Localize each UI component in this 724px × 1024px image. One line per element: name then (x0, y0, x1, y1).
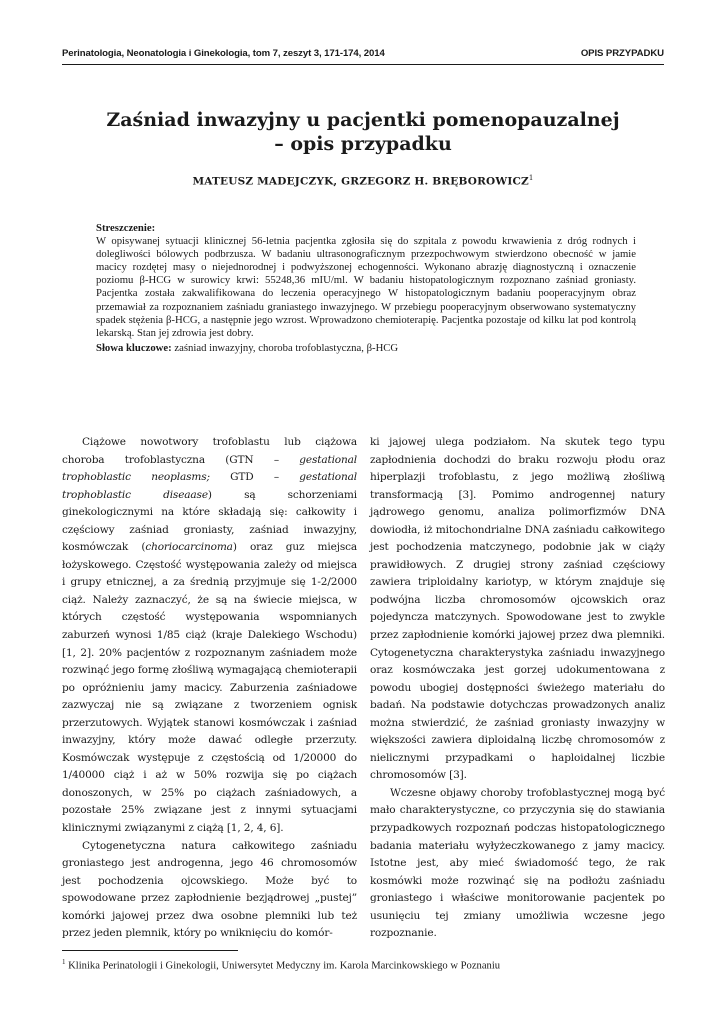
italic-term: gestational trophoblastic diseaase (62, 471, 357, 501)
body-paragraph-2-continued (370, 434, 665, 785)
author-names: MATEUSZ MADEJCZYK, GRZEGORZ H. BRĘBOROWICZ (192, 175, 529, 188)
abstract (96, 222, 636, 355)
running-header (62, 48, 664, 65)
abstract-heading: Streszczenie: (96, 222, 156, 234)
body-paragraph-3: Wczesne objawy choroby trofoblastycznej mogą być mało charakterystyczne, co przyczynia się do stawiania przypadkowych rozpoznań podczas histopatologicznego badania materiału wyłyżeczkowanego z jamy macicy. Istotne jest, aby mieć świadomość tego, że rak kosmówki może rozwinąć się na podłożu zaśniadu groniastego i właściwe monitorowanie pacjentek po usunięciu tej zmiany umożliwia wczesne jego rozpoznanie. (370, 786, 665, 940)
keywords-text: zaśniad inwazyjny, choroba trofoblastyczna, β-HCG (171, 341, 399, 354)
body-column-right (370, 434, 665, 943)
abstract-text: W opisywanej sytuacji klinicznej 56-letnia pacjentka zgłosiła się do szpitala z powodu krwawienia z dróg rodnych i dolegliwości bólowych podbrzusza. W badaniu ultrasonograficznym przezpochwowym stwierdzono obecność w jamie macicy rozdętej masy o niejednorodnej i podwyższonej echogenności. Wykonano abrazję diagnostyczną i oznaczenie poziomu β-HCG w surowicy krwi: 55248,36 mIU/ml. W badaniu histopatologicznym rozpoznano zaśniad groniasty. Pacjentka została zakwalifikowana do leczenia operacyjnego W histopatologicznym badaniu pooperacyjnym obraz przemawiał za rozpoznaniem zaśniadu graniastego inwazyjnego. W przebiegu pooperacyjnym obserwowano systematyczny spadek stężenia β-HCG, a następnie jego wzrost. Wprowadzono chemioterapię. Pacjentka pozostaje od kilku lat pod kontrolą lekarską. Stan jej zdrowia jest dobry. (96, 235, 636, 339)
body-column-left (62, 434, 357, 943)
footnote-divider (62, 950, 238, 951)
authors (62, 174, 664, 188)
article-title (62, 108, 664, 156)
text-run: ) są schorzeniami ginekologicznymi na które składają się: całkowity i częściowy zaśniad groniasty, zaśniad inwazyjny, kosmówczak ( (62, 488, 357, 554)
footnote (62, 958, 664, 972)
keywords (96, 342, 636, 355)
body-paragraph-2-start (62, 838, 357, 943)
footnote-text: Klinika Perinatologii i Ginekologii, Uniwersytet Medyczny im. Karola Marcinkowskiego w Poznaniu (65, 960, 501, 972)
text-run: ) oraz guz miejsca łożyskowego. Częstość występowania zależy od miejsca i grupy etnicznej, a za średnią przyjmuje się 1-2/2000 ciąż. Należy zaznaczyć, że są na świecie miejsca, w których częstość występowania wspomnianych zaburzeń wynosi 1/85 ciąż (kraje Dalekiego Wschodu) [1, 2]. 20% pacjentów z rozpoznanym zaśniadem może rozwinąć jego formę złośliwą wymagającą chemioterapii po opróżnieniu jamy macicy. Zaburzenia zaśniadowe zazwyczaj nie są związane z tworzeniem ognisk przerzutowych. Wyjątek stanowi kosmówczak i zaśniad inwazyjny, który może dawać odległe przerzuty. Kosmówczak występuje z częstością od 1/20000 do 1/40000 ciąż i aż w 50% rozwija się po ciążach donoszonych, w 25% po ciążach zaśniadowych, a pozostałe 25% związane jest z innymi sytuacjami klinicznymi związanymi z ciążą [1, 2, 4, 6]. (62, 541, 358, 835)
journal-citation: Perinatologia, Neonatologia i Ginekologia, tom 7, zeszyt 3, 171-174, 2014 (62, 48, 385, 59)
body-paragraph-1 (62, 434, 357, 838)
section-label: OPIS PRZYPADKU (580, 48, 664, 59)
footnote-mark: 1 (62, 958, 66, 966)
text-run: GTD – (209, 471, 300, 484)
text-run: Cytogenetyczna natura całkowitego zaśniadu groniastego jest androgenna, jego 46 chromosomów jest pochodzenia ojcowskiego. Może być to spowodowane przez zapłodnienie bezjądrowej „pustej” komórki jajowej przez dwa osobne plemniki lub też przez jeden plemnik, który po wniknięciu do komór- (62, 839, 357, 940)
keywords-label: Słowa kluczowe: (96, 341, 172, 354)
text-run: ki jajowej ulega podziałom. Na skutek tego typu zapłodnienia dochodzi do braku rozwoju płodu oraz hiperplazji trofoblastu, z jego możliwą złośliwą transformacją [3]. Pomimo androgennej natury jądrowego genomu, analiza polimorfizmów DNA dowiodła, iż mitochondrialne DNA zaśniadu całkowitego jest pochodzenia matczynego, podobnie jak w ciąży prawidłowych. Z drugiej strony zaśniad częściowy zawiera triploidalny kariotyp, w którym znajduje się podwójna liczba chromosomów ojcowskich oraz pojedyncza matczynych. Spowodowane jest to zwykle przez zapłodnienie komórki jajowej przez dwa plemniki. Cytogenetyczna charakterystyka zaśniadu inwazyjnego oraz kosmówczaka jest gorzej udokumentowana z powodu ubogiej dostępności świeżego materiału do badań. Na podstawie dotychczas prowadzonych analiz można stwierdzić, że zaśniad groniasty inwazyjny w większości zawiera diploidalną liczbę chromosomów z nielicznymi przypadkami o haploidalnej liczbie chromosomów [3]. (370, 436, 665, 782)
affiliation-mark: 1 (528, 174, 534, 182)
italic-term: choriocarcinoma (145, 541, 233, 554)
text-run: Ciążowe nowotwory trofoblastu lub ciążowa choroba trofoblastyczna (GTN – (62, 436, 357, 466)
title-line-2: – opis przypadku (274, 133, 452, 155)
italic-term: gestational trophoblastic neoplasms; (62, 453, 357, 484)
title-line-1: Zaśniad inwazyjny u pacjentki pomenopauzalnej (106, 109, 620, 131)
